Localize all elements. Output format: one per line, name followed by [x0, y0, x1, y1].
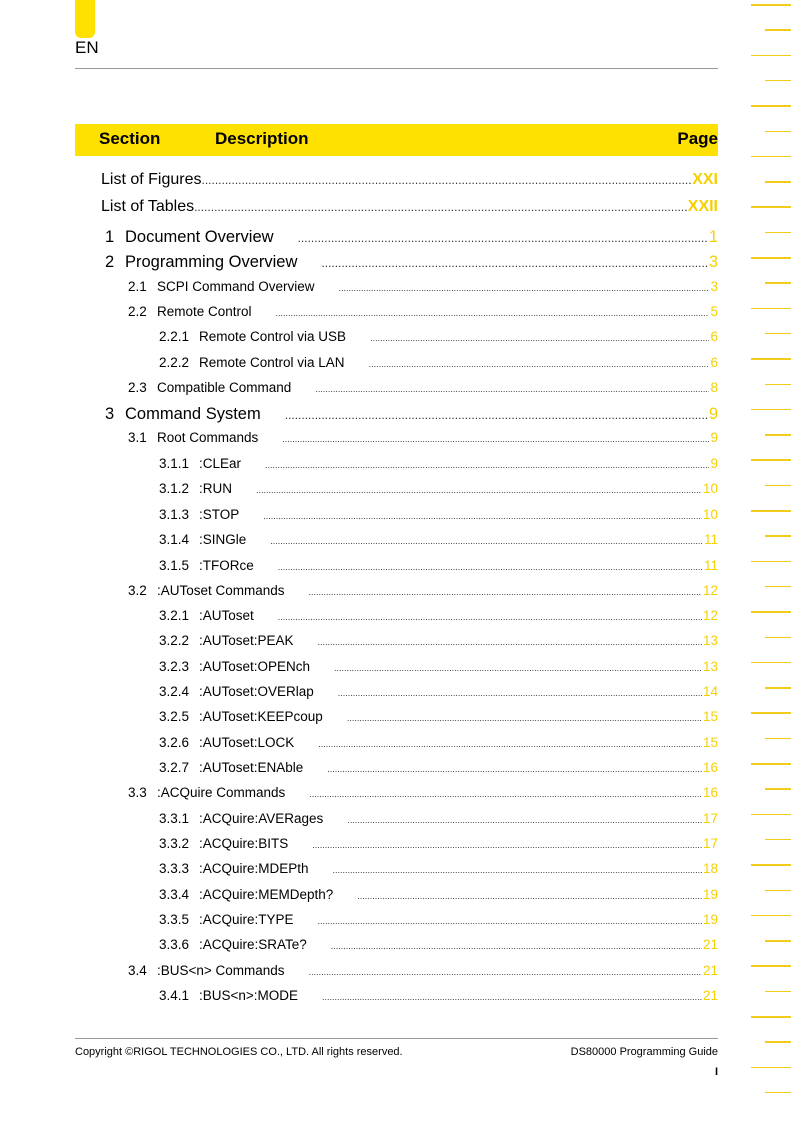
edge-mark	[765, 282, 791, 284]
toc-entry-page: 19	[702, 912, 718, 927]
toc-entry[interactable]	[128, 583, 718, 598]
edge-mark	[751, 156, 791, 158]
toc-entry[interactable]	[128, 304, 718, 319]
edge-mark	[765, 384, 791, 386]
toc-entry[interactable]	[159, 735, 718, 750]
toc-entry-number: 3.4	[128, 963, 147, 978]
toc-dot-leader	[347, 713, 702, 723]
toc-dot-leader	[339, 283, 710, 293]
toc-entry-page: 14	[702, 684, 718, 699]
edge-mark	[751, 662, 791, 664]
toc-entry-title: List of Tables	[101, 198, 195, 215]
toc-entry-title: :STOP	[199, 507, 240, 522]
toc-entry-title: SCPI Command Overview	[157, 279, 315, 294]
toc-entry-title: :AUToset:OVERlap	[199, 684, 314, 699]
toc-entry[interactable]	[159, 937, 718, 952]
toc-entry-page: 16	[702, 760, 718, 775]
toc-entry-number: 3.3.5	[159, 912, 190, 927]
toc-entry[interactable]	[159, 861, 718, 876]
toc-entry-number: 3.1.4	[159, 532, 190, 547]
toc-entry-title: Remote Control via USB	[199, 329, 347, 344]
edge-mark	[751, 712, 791, 714]
toc-entry-title: :AUToset:ENAble	[199, 760, 304, 775]
edge-mark	[765, 131, 791, 133]
toc-entry-number: 2.2.1	[159, 329, 190, 344]
toc-entry-page: 9	[710, 430, 718, 445]
guide-title: DS80000 Programming Guide	[570, 1046, 718, 1058]
toc-entry[interactable]	[159, 633, 718, 648]
toc-entry-title: :AUToset:PEAK	[199, 633, 294, 648]
toc-entry[interactable]	[101, 171, 718, 189]
toc-entry-number: 3.2.2	[159, 633, 190, 648]
toc-entry-number: 2.2.2	[159, 355, 190, 370]
edge-mark	[751, 814, 791, 816]
toc-entry-title: :CLEar	[199, 456, 242, 471]
copyright-notice: Copyright ©RIGOL TECHNOLOGIES CO., LTD. All rights reserved.	[75, 1046, 403, 1058]
toc-column-header	[75, 124, 718, 156]
edge-mark	[765, 586, 791, 588]
language-label: EN	[75, 38, 99, 57]
edge-mark	[765, 80, 791, 82]
header-divider	[75, 68, 718, 69]
edge-mark	[751, 864, 791, 866]
description-column-label: Description	[215, 129, 309, 148]
toc-entry-title: :ACQuire:TYPE	[199, 912, 294, 927]
edge-mark	[765, 1092, 791, 1094]
edge-mark	[751, 459, 791, 461]
toc-entry-number: 3.2.1	[159, 608, 190, 623]
toc-dot-leader	[315, 384, 709, 394]
toc-entry-page: 12	[702, 583, 718, 598]
toc-entry-number: 2.1	[128, 279, 147, 294]
toc-entry-title: Compatible Command	[157, 380, 292, 395]
edge-mark	[765, 181, 791, 183]
toc-dot-leader	[265, 460, 709, 470]
toc-entry-number: 3.2.6	[159, 735, 190, 750]
toc-entry-page: 21	[702, 988, 718, 1003]
toc-dot-leader	[318, 916, 702, 926]
toc-entry-page: 13	[702, 659, 718, 674]
toc-entry-page: 13	[702, 633, 718, 648]
toc-dot-leader	[347, 815, 702, 825]
toc-entry-number: 3.3.2	[159, 836, 190, 851]
toc-entry-page: XXII	[687, 198, 718, 215]
toc-entry-title: :AUToset:LOCK	[199, 735, 295, 750]
toc-entry-page: 11	[703, 532, 718, 547]
edge-mark	[751, 763, 791, 765]
edge-mark	[765, 434, 791, 436]
toc-entry-title: :AUToset	[199, 608, 254, 623]
edge-mark	[765, 940, 791, 942]
edge-mark	[751, 55, 791, 57]
edge-mark	[751, 510, 791, 512]
toc-dot-leader	[256, 485, 702, 495]
toc-entry[interactable]	[159, 355, 718, 370]
toc-entry-page: 3	[708, 253, 718, 271]
edge-mark	[765, 232, 791, 234]
toc-dot-leader	[298, 231, 708, 245]
edge-mark	[751, 1016, 791, 1018]
toc-entry-title: :AUToset Commands	[157, 583, 285, 598]
toc-entry[interactable]	[159, 709, 718, 724]
toc-entry-page: 17	[702, 811, 718, 826]
edge-mark	[751, 206, 791, 208]
toc-dot-leader	[318, 637, 702, 647]
toc-entry-number: 3.3.1	[159, 811, 190, 826]
edge-mark	[765, 535, 791, 537]
toc-entry-title: Remote Control	[157, 304, 252, 319]
toc-entry-page: 16	[702, 785, 718, 800]
toc-entry-title: :AUToset:KEEPcoup	[199, 709, 323, 724]
toc-entry-number: 3.2.4	[159, 684, 190, 699]
toc-dot-leader	[309, 789, 702, 799]
toc-entry-page: 17	[702, 836, 718, 851]
toc-entry[interactable]	[159, 836, 718, 851]
toc-entry[interactable]	[128, 963, 718, 978]
toc-entry-number: 3.1.3	[159, 507, 190, 522]
toc-entry-title: Document Overview	[125, 228, 274, 246]
toc-entry[interactable]	[105, 228, 718, 247]
toc-entry[interactable]	[128, 279, 718, 294]
toc-entry-title: :BUS<n> Commands	[157, 963, 285, 978]
toc-entry-page: 6	[710, 355, 718, 370]
toc-entry-page: 3	[710, 279, 718, 294]
toc-entry-title: :ACQuire:MEMDepth?	[199, 887, 334, 902]
toc-entry-number: 2.3	[128, 380, 147, 395]
toc-dot-leader	[338, 688, 702, 698]
edge-mark	[765, 1041, 791, 1043]
toc-entry-number: 3	[105, 405, 115, 423]
toc-dot-leader	[194, 200, 687, 214]
edge-mark	[751, 358, 791, 360]
toc-dot-leader	[201, 173, 691, 187]
toc-entry-page: 5	[710, 304, 718, 319]
toc-dot-leader	[278, 562, 703, 572]
toc-entry-page: 6	[710, 329, 718, 344]
toc-entry-title: :AUToset:OPENch	[199, 659, 311, 674]
toc-dot-leader	[312, 840, 702, 850]
toc-dot-leader	[309, 967, 702, 977]
page-column-label: Page	[677, 129, 718, 148]
toc-entry[interactable]	[159, 988, 718, 1003]
toc-entry-page: 19	[702, 887, 718, 902]
toc-entry-title: Remote Control via LAN	[199, 355, 345, 370]
toc-entry[interactable]	[128, 430, 718, 445]
toc-entry[interactable]	[105, 405, 718, 424]
edge-mark	[765, 890, 791, 892]
toc-entry-title: :ACQuire:BITS	[199, 836, 289, 851]
toc-entry-page: 18	[702, 861, 718, 876]
toc-entry-title: Root Commands	[157, 430, 259, 445]
toc-entry-number: 3.1.2	[159, 481, 190, 496]
toc-dot-leader	[309, 587, 702, 597]
footer-divider	[75, 1038, 718, 1039]
toc-entry-page: 9	[708, 405, 718, 423]
edge-mark	[751, 4, 791, 6]
language-tab-marker	[75, 0, 95, 38]
edge-mark	[765, 29, 791, 31]
toc-entry-page: 21	[702, 937, 718, 952]
toc-entry-page: 10	[702, 481, 718, 496]
toc-entry[interactable]	[105, 253, 718, 272]
edge-mark	[765, 738, 791, 740]
toc-entry-title: :BUS<n>:MODE	[199, 988, 299, 1003]
edge-mark	[765, 485, 791, 487]
edge-mark	[751, 105, 791, 107]
edge-mark	[765, 991, 791, 993]
toc-dot-leader	[334, 663, 702, 673]
toc-entry-page: 10	[702, 507, 718, 522]
toc-entry-title: :ACQuire Commands	[157, 785, 286, 800]
edge-mark	[765, 788, 791, 790]
toc-entry[interactable]	[159, 456, 718, 471]
toc-entry[interactable]	[128, 380, 718, 395]
toc-entry-page: 9	[710, 456, 718, 471]
toc-dot-leader	[331, 941, 702, 951]
toc-entry-number: 3.3.6	[159, 937, 190, 952]
toc-entry-page: 15	[702, 735, 718, 750]
toc-entry-title: List of Figures	[101, 171, 202, 188]
toc-dot-leader	[282, 434, 709, 444]
toc-entry[interactable]	[159, 912, 718, 927]
toc-dot-leader	[370, 333, 709, 343]
toc-entry-title: :RUN	[199, 481, 232, 496]
edge-mark	[751, 915, 791, 917]
toc-entry-number: 3.3	[128, 785, 147, 800]
toc-entry-number: 3.1.5	[159, 558, 190, 573]
toc-dot-leader	[321, 256, 707, 270]
toc-entry-number: 1	[105, 228, 115, 246]
edge-mark	[751, 308, 791, 310]
toc-entry[interactable]	[159, 811, 718, 826]
toc-entry[interactable]	[101, 198, 718, 216]
toc-entry-number: 2.2	[128, 304, 147, 319]
toc-entry-page: XXI	[692, 171, 718, 188]
page-number: I	[714, 1066, 718, 1078]
toc-entry-title: :TFORce	[199, 558, 254, 573]
toc-entry-number: 3.1.1	[159, 456, 190, 471]
toc-entry[interactable]	[128, 785, 718, 800]
toc-entry-title: :ACQuire:AVERages	[199, 811, 324, 826]
toc-entry-page: 12	[702, 608, 718, 623]
toc-entry[interactable]	[159, 608, 718, 623]
toc-entry[interactable]	[159, 659, 718, 674]
toc-dot-leader	[276, 308, 710, 318]
toc-dot-leader	[318, 739, 702, 749]
toc-dot-leader	[357, 891, 702, 901]
toc-entry[interactable]	[159, 329, 718, 344]
edge-mark	[765, 687, 791, 689]
edge-mark	[765, 637, 791, 639]
toc-entry-title: Programming Overview	[125, 253, 298, 271]
toc-entry[interactable]	[159, 760, 718, 775]
toc-entry-title: :ACQuire:MDEPth	[199, 861, 309, 876]
toc-entry[interactable]	[159, 481, 718, 496]
edge-mark	[751, 611, 791, 613]
toc-dot-leader	[333, 865, 702, 875]
toc-entry-number: 3.1	[128, 430, 147, 445]
toc-entry[interactable]	[159, 684, 718, 699]
edge-mark	[751, 409, 791, 411]
toc-entry[interactable]	[159, 887, 718, 902]
toc-entry-page: 11	[703, 558, 718, 573]
toc-entry-number: 3.2.3	[159, 659, 190, 674]
toc-dot-leader	[278, 612, 702, 622]
section-column-label: Section	[99, 129, 161, 148]
toc-entry-number: 3.3.3	[159, 861, 190, 876]
toc-entry[interactable]	[159, 558, 718, 573]
edge-mark	[765, 839, 791, 841]
toc-dot-leader	[327, 764, 702, 774]
edge-mark	[751, 561, 791, 563]
toc-entry-page: 15	[702, 709, 718, 724]
toc-entry[interactable]	[159, 532, 718, 547]
toc-entry-title: :SINGle	[199, 532, 247, 547]
edge-mark	[751, 257, 791, 259]
toc-entry-number: 3.2.7	[159, 760, 190, 775]
edge-mark	[751, 965, 791, 967]
toc-entry-page: 21	[702, 963, 718, 978]
toc-entry-number: 3.4.1	[159, 988, 190, 1003]
toc-entry-number: 3.3.4	[159, 887, 190, 902]
toc-entry-number: 3.2	[128, 583, 147, 598]
toc-dot-leader	[322, 992, 702, 1002]
toc-entry-number: 2	[105, 253, 115, 271]
toc-entry-page: 1	[708, 228, 718, 246]
toc-dot-leader	[369, 359, 710, 369]
page-edge-marks	[749, 0, 793, 1122]
toc-dot-leader	[285, 408, 708, 422]
toc-entry-number: 3.2.5	[159, 709, 190, 724]
edge-mark	[751, 1067, 791, 1069]
toc-entry-title: Command System	[125, 405, 261, 423]
toc-dot-leader	[263, 511, 702, 521]
toc-dot-leader	[270, 536, 703, 546]
toc-entry-page: 8	[710, 380, 718, 395]
edge-mark	[765, 333, 791, 335]
toc-entry[interactable]	[159, 507, 718, 522]
toc-entry-title: :ACQuire:SRATe?	[199, 937, 307, 952]
